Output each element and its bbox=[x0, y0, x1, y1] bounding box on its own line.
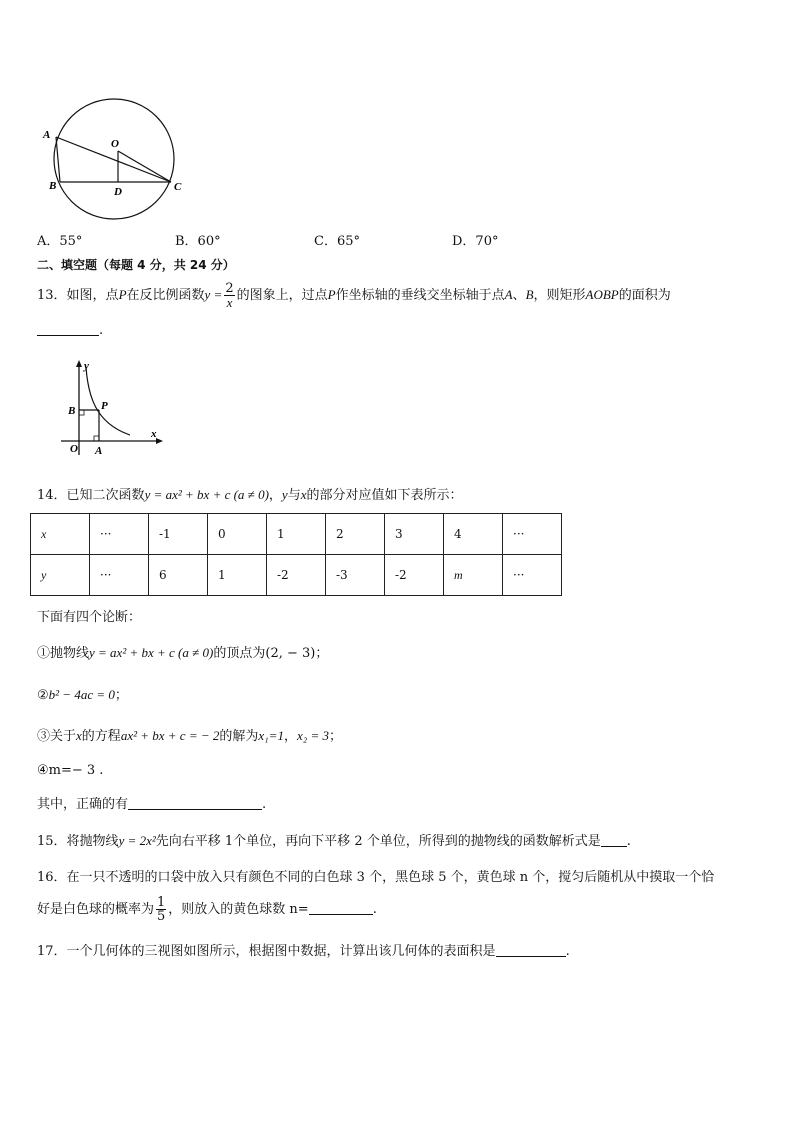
table-cell: y bbox=[31, 555, 90, 596]
table-cell: 6 bbox=[149, 555, 208, 596]
s3-a: ③关于 bbox=[37, 729, 77, 744]
q13-point-p2: P bbox=[327, 287, 336, 302]
q17-answer-blank[interactable] bbox=[496, 944, 566, 957]
q14-statement-1 bbox=[37, 642, 328, 661]
q14-intro-c: 与 bbox=[287, 488, 301, 503]
q13-rect: AOBP bbox=[585, 287, 619, 302]
right-angle-a bbox=[94, 436, 99, 441]
hyperbola-curve bbox=[86, 367, 130, 435]
y-axis-arrow bbox=[76, 360, 82, 367]
s1-b: 的顶点为 bbox=[213, 646, 266, 661]
option-a: A．55° bbox=[37, 234, 83, 249]
question-16-line1 bbox=[37, 866, 714, 885]
q14-intro-a: 已知二次函数 bbox=[66, 488, 145, 503]
label-B: B bbox=[49, 180, 57, 192]
table-cell: -2 bbox=[385, 555, 444, 596]
q16-frac-den: 5 bbox=[157, 909, 166, 924]
s3-d: ； bbox=[329, 729, 343, 744]
q14-statement-4: ④m=− 3 . bbox=[37, 763, 104, 778]
q15-func: y = 2x² bbox=[118, 833, 156, 848]
q13-text-d: 作坐标轴的垂线交坐标轴于点 bbox=[335, 288, 505, 303]
q15-text-a: 将抛物线 bbox=[66, 834, 119, 849]
q13-number: 13． bbox=[37, 288, 67, 303]
q14-answer-label: 其中，正确的有 bbox=[37, 797, 129, 812]
q14-x: x bbox=[300, 487, 307, 502]
table-cell: ··· bbox=[503, 514, 562, 555]
question-13-line1 bbox=[37, 278, 671, 313]
q17-text: 一个几何体的三视图如图所示，根据图中数据，计算出该几何体的表面积是 bbox=[66, 944, 496, 959]
q15-answer-blank[interactable] bbox=[601, 834, 627, 847]
table-cell: ··· bbox=[90, 514, 149, 555]
value-table bbox=[30, 513, 562, 596]
s1-point: (2, − 3) bbox=[265, 646, 316, 661]
segment-OC bbox=[118, 151, 171, 182]
table-cell: ··· bbox=[90, 555, 149, 596]
s3-b: 的方程 bbox=[81, 729, 121, 744]
right-angle-b bbox=[79, 410, 84, 415]
label-O: O bbox=[70, 443, 78, 455]
q17-end: . bbox=[565, 944, 570, 959]
question-15 bbox=[37, 830, 631, 849]
label-x: x bbox=[151, 428, 157, 440]
q16-answer-blank[interactable] bbox=[309, 902, 373, 915]
label-O: O bbox=[111, 138, 119, 150]
question-16-line2 bbox=[37, 890, 377, 930]
q13-fraction bbox=[224, 282, 234, 309]
q16-line2-b: ，则放入的黄色球数 n= bbox=[168, 902, 309, 917]
option-c: C．65° bbox=[314, 234, 360, 249]
table-row bbox=[31, 555, 562, 596]
q17-number: 17． bbox=[37, 944, 67, 959]
q13-text-a: 如图，点 bbox=[66, 288, 119, 303]
table-row bbox=[31, 514, 562, 555]
table-cell: 2 bbox=[326, 514, 385, 555]
q16-end: . bbox=[372, 902, 377, 917]
q15-number: 15． bbox=[37, 834, 67, 849]
hyperbola-figure bbox=[55, 355, 170, 460]
s3-sep: ， bbox=[283, 729, 297, 744]
q13-answer-blank[interactable] bbox=[37, 323, 99, 336]
label-y: y bbox=[84, 360, 89, 372]
table-cell: 1 bbox=[267, 514, 326, 555]
label-D: D bbox=[114, 186, 122, 198]
q13-end: . bbox=[99, 323, 104, 338]
q14-answer-blank[interactable] bbox=[128, 797, 262, 810]
question-13-line2 bbox=[37, 323, 103, 338]
table-cell: 3 bbox=[385, 514, 444, 555]
q14-answer-line bbox=[37, 793, 266, 812]
circle-O bbox=[54, 99, 174, 219]
q14-func: y = ax² + bx + c (a ≠ 0) bbox=[144, 487, 269, 502]
q14-statement-2 bbox=[37, 684, 128, 703]
label-A: A bbox=[43, 129, 51, 141]
q14-lead: 下面有四个论断： bbox=[37, 610, 142, 625]
table-cell: 1 bbox=[208, 555, 267, 596]
q14-answer-end: . bbox=[262, 797, 267, 812]
label-C: C bbox=[174, 181, 182, 193]
table-cell: -1 bbox=[149, 514, 208, 555]
question-17 bbox=[37, 940, 570, 959]
label-A: A bbox=[95, 445, 103, 457]
q16-fraction bbox=[156, 896, 166, 923]
option-b: B．60° bbox=[175, 234, 221, 249]
table-cell: 4 bbox=[444, 514, 503, 555]
q13-text-f: 的面积为 bbox=[618, 288, 671, 303]
section-heading: 二、填空题（每题 4 分，共 24 分） bbox=[37, 258, 235, 272]
table-cell: -3 bbox=[326, 555, 385, 596]
q14-number: 14． bbox=[37, 488, 67, 503]
s2-expr: b² − 4ac = 0 bbox=[48, 687, 115, 702]
q14-intro-d: 的部分对应值如下表所示： bbox=[306, 488, 463, 503]
s3-c: 的解为 bbox=[219, 729, 259, 744]
label-B: B bbox=[68, 405, 76, 417]
q16-line2-a: 好是白色球的概率为 bbox=[37, 902, 155, 917]
q13-sep: 、 bbox=[512, 288, 526, 303]
table-cell: m bbox=[444, 555, 503, 596]
s3-x: x bbox=[76, 728, 82, 743]
q15-end: . bbox=[626, 834, 631, 849]
q16-line1: 在一只不透明的口袋中放入只有颜色不同的白色球 3 个，黑色球 5 个，黄色球 n 个，搅匀后随机从中摸取一个恰 bbox=[66, 870, 715, 885]
table-cell: x bbox=[31, 514, 90, 555]
s3-eq: ax² + bx + c = − 2 bbox=[120, 728, 220, 743]
q13-func: y = bbox=[204, 287, 223, 302]
q15-text-b: 先向右平移 1个单位，再向下平移 2 个单位，所得到的抛物线的函数解析式是 bbox=[155, 834, 601, 849]
q13-frac-num: 2 bbox=[225, 281, 234, 296]
s1-a: ①抛物线 bbox=[37, 646, 90, 661]
q14-statement-3 bbox=[37, 725, 342, 744]
circle-triangle-figure bbox=[30, 95, 200, 225]
q13-point-a: A bbox=[504, 287, 513, 302]
table-cell: 0 bbox=[208, 514, 267, 555]
s3-root-1: x₁=1 bbox=[258, 728, 284, 743]
label-P: P bbox=[101, 400, 108, 412]
q16-frac-num: 1 bbox=[157, 895, 166, 910]
q13-frac-den: x bbox=[226, 295, 233, 310]
q16-number: 16． bbox=[37, 870, 67, 885]
q13-text-b: 在反比例函数 bbox=[126, 288, 205, 303]
option-d: D．70° bbox=[452, 234, 499, 249]
q14-y: y bbox=[281, 487, 288, 502]
s2-a: ② bbox=[37, 688, 49, 703]
q13-text-c: 的图象上，过点 bbox=[236, 288, 328, 303]
x-axis-arrow bbox=[156, 438, 163, 444]
q14-intro-b: ， bbox=[268, 488, 282, 503]
q13-point-p: P bbox=[118, 287, 127, 302]
s3-root-2: x₂ = 3 bbox=[296, 728, 330, 743]
q13-point-b: B bbox=[525, 287, 534, 302]
table-cell: -2 bbox=[267, 555, 326, 596]
question-14-intro bbox=[37, 484, 463, 503]
s1-c: ； bbox=[315, 646, 329, 661]
s1-func: y = ax² + bx + c (a ≠ 0) bbox=[89, 645, 214, 660]
s2-b: ； bbox=[114, 688, 128, 703]
table-cell: ··· bbox=[503, 555, 562, 596]
q13-text-e: ，则矩形 bbox=[533, 288, 586, 303]
